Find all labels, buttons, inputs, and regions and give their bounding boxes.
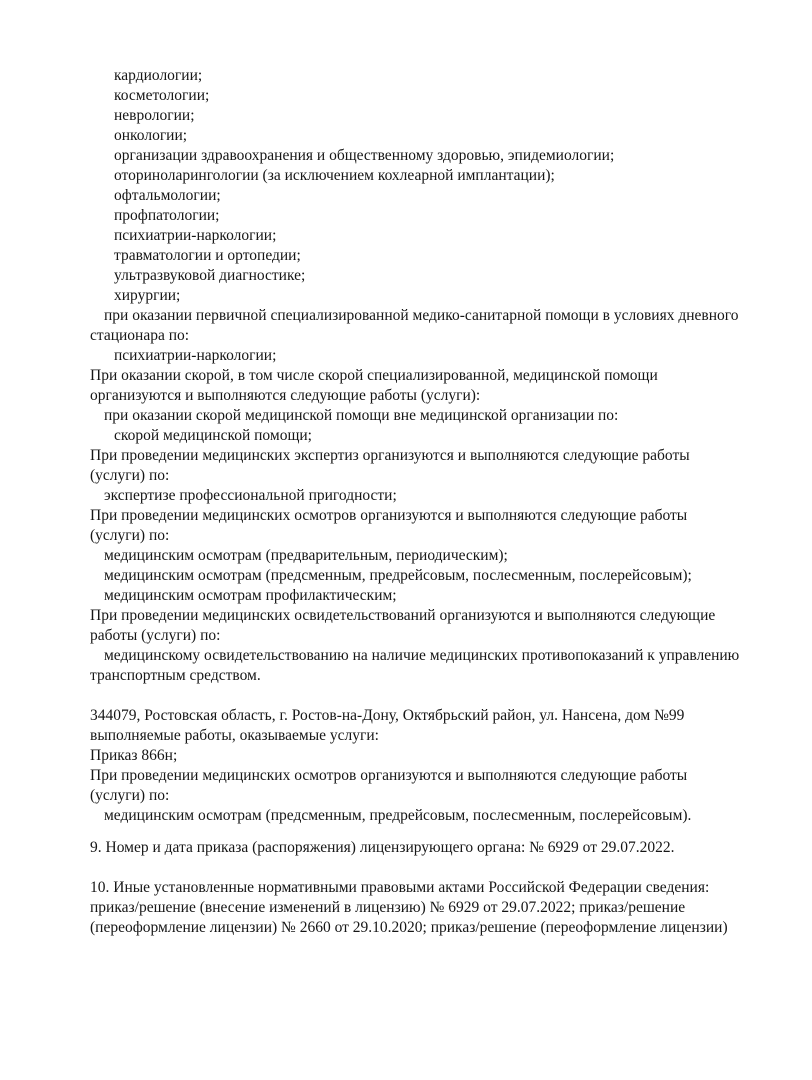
text-line: При проведении медицинских экспертиз организуются и выполняются следующие работы: [90, 447, 690, 464]
text-line: При проведении медицинских освидетельствований организуются и выполняются следующие: [90, 607, 716, 624]
text-line: кардиологии;: [114, 67, 203, 84]
text-line: психиатрии-наркологии;: [114, 227, 277, 244]
blank-line: [90, 686, 782, 706]
text-line: экспертизе профессиональной пригодности;: [104, 487, 397, 504]
text-line: травматологии и ортопедии;: [114, 247, 301, 264]
text-line: 344079, Ростовская область, г. Ростов-на-Дону, Октябрьский район, ул. Нансена, дом №99: [90, 707, 685, 724]
text-line: косметологии;: [114, 87, 210, 104]
text-line: медицинским осмотрам (предсменным, предрейсовым, послесменным, послерейсовым);: [104, 567, 692, 584]
text-line: выполняемые работы, оказываемые услуги:: [90, 727, 379, 744]
text-line: скорой медицинской помощи;: [114, 427, 312, 444]
text-line: транспортным средством.: [90, 667, 261, 684]
text-line: профпатологии;: [114, 207, 220, 224]
text-line: При проведении медицинских осмотров организуются и выполняются следующие работы: [90, 767, 688, 784]
text-line: медицинским осмотрам профилактическим;: [104, 587, 397, 604]
text-line: При проведении медицинских осмотров организуются и выполняются следующие работы: [90, 507, 688, 524]
text-line: при оказании первичной специализированной медико-санитарной помощи в условиях дневного: [104, 307, 739, 324]
text-line: медицинскому освидетельствованию на наличие медицинских противопоказаний к управлению: [104, 647, 740, 664]
text-line: 9. Номер и дата приказа (распоряжения) лицензирующего органа: № 6929 от 29.07.2022.: [90, 839, 675, 856]
text-line: (услуги) по:: [90, 467, 170, 484]
text-line: (услуги) по:: [90, 787, 170, 804]
text-line: медицинским осмотрам (предварительным, периодическим);: [104, 547, 508, 564]
blank-line: [90, 858, 782, 878]
blank-line: [90, 826, 782, 838]
text-line: (переоформление лицензии) № 2660 от 29.10.2020; приказ/решение (переоформление лицензии): [90, 919, 728, 936]
text-line: неврологии;: [114, 107, 195, 124]
text-line: медицинским осмотрам (предсменным, предрейсовым, послесменным, послерейсовым).: [104, 807, 692, 824]
text-line: психиатрии-наркологии;: [114, 347, 277, 364]
text-line: (услуги) по:: [90, 527, 170, 544]
text-line: Приказ 866н;: [90, 747, 178, 764]
text-line: оториноларингологии (за исключением кохлеарной имплантации);: [114, 167, 555, 184]
text-line: офтальмологии;: [114, 187, 221, 204]
text-line: хирургии;: [114, 287, 181, 304]
text-line: ультразвуковой диагностике;: [114, 267, 306, 284]
text-line: При оказании скорой, в том числе скорой специализированной, медицинской помощи: [90, 367, 658, 384]
text-line: при оказании скорой медицинской помощи вне медицинской организации по:: [104, 407, 619, 424]
text-line: организуются и выполняются следующие работы (услуги):: [90, 387, 481, 404]
text-line: онкологии;: [114, 127, 188, 144]
text-line: организации здравоохранения и общественному здоровью, эпидемиологии;: [114, 147, 615, 164]
text-line: приказ/решение (внесение изменений в лицензию) № 6929 от 29.07.2022; приказ/решение: [90, 899, 686, 916]
text-line: 10. Иные установленные нормативными правовыми актами Российской Федерации сведения:: [90, 879, 710, 896]
text-line: стационара по:: [90, 327, 190, 344]
text-line: работы (услуги) по:: [90, 627, 221, 644]
